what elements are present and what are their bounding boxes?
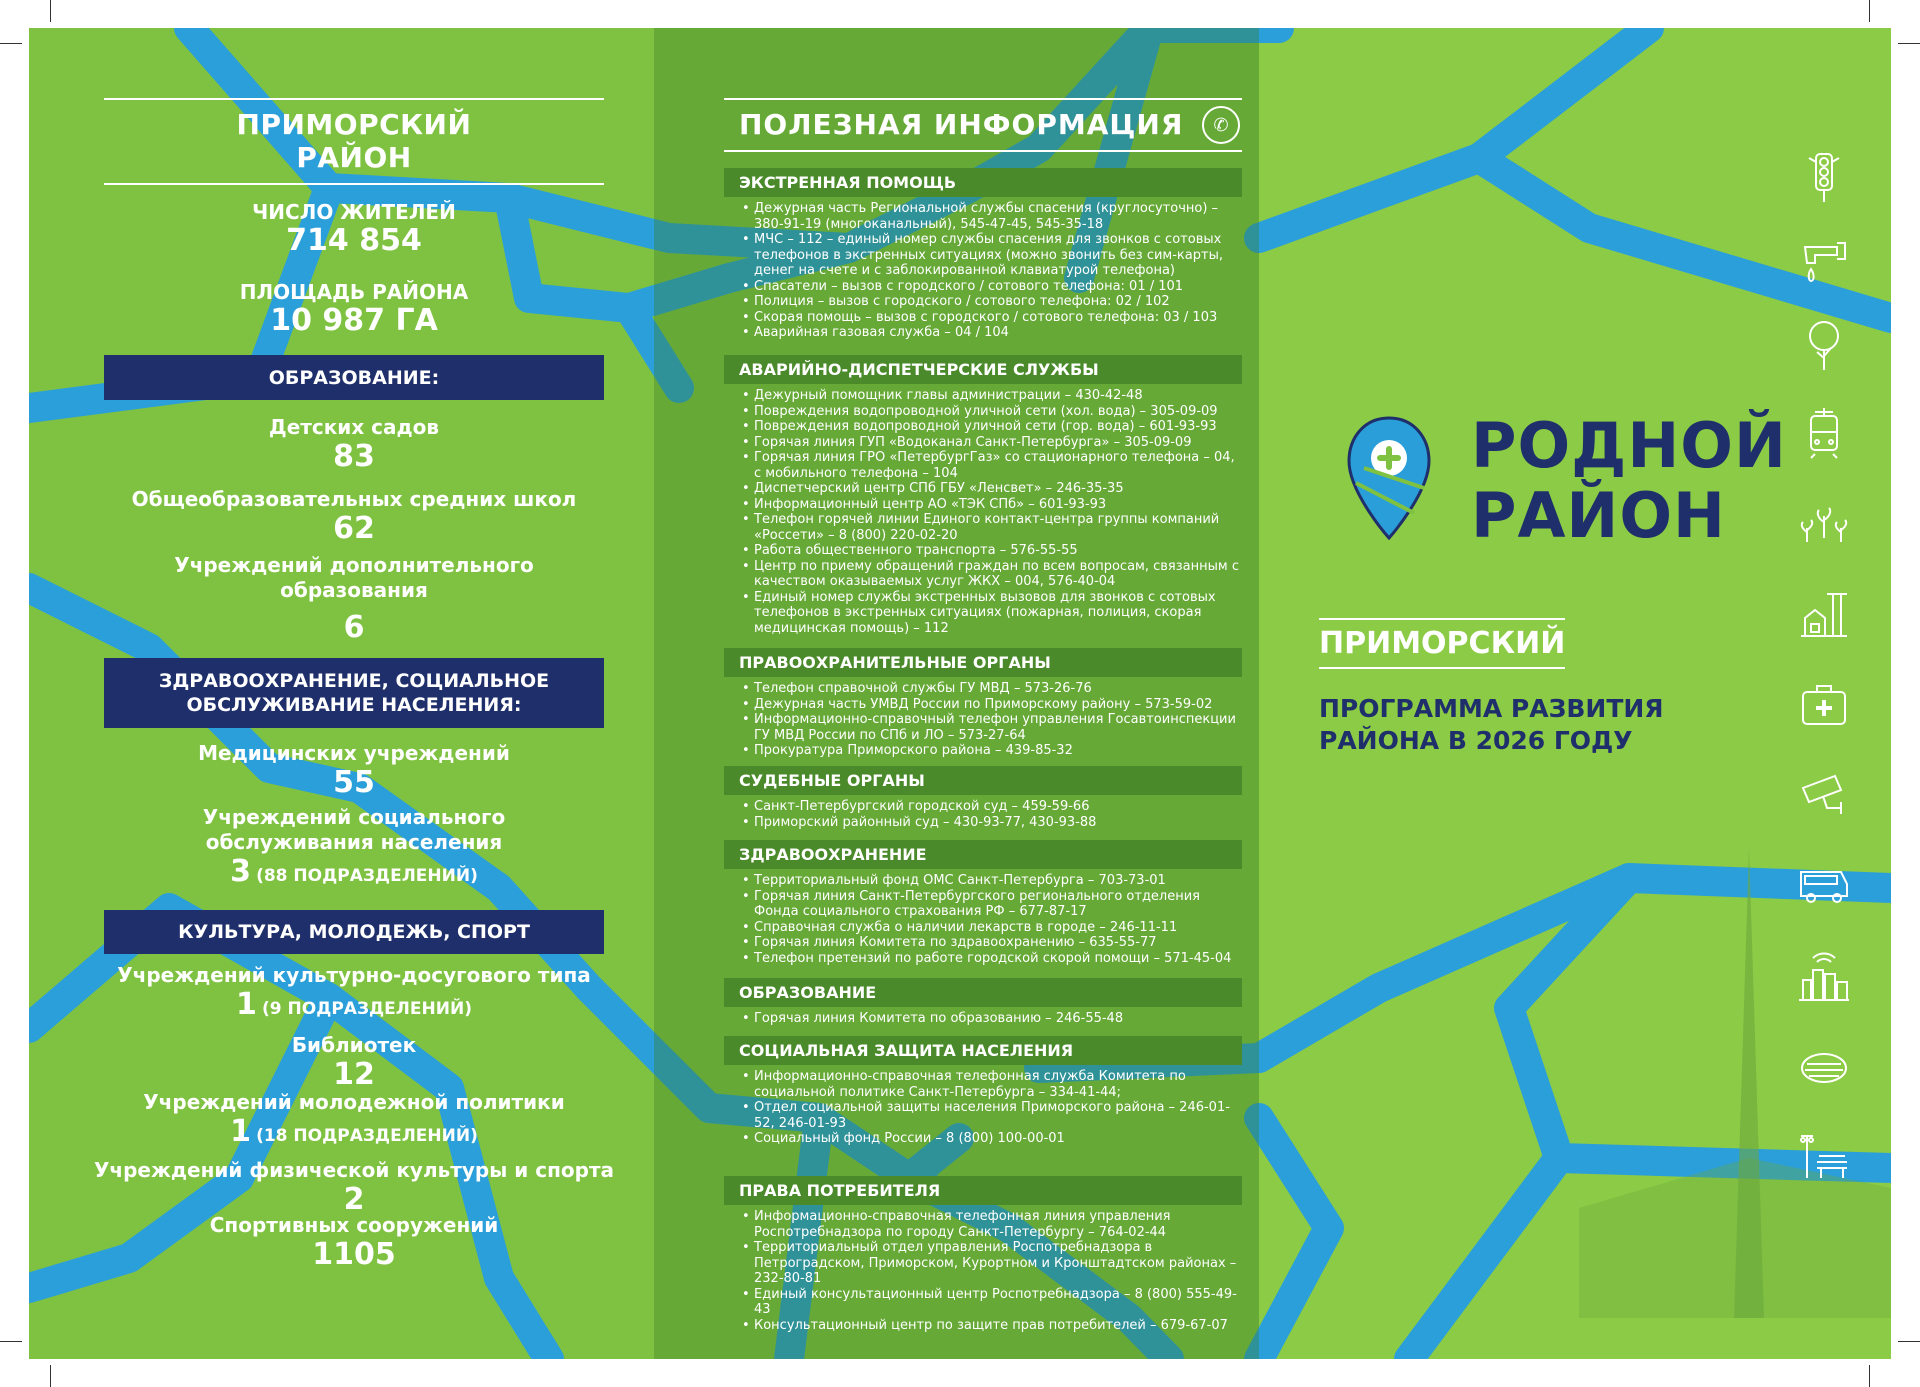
section-dispatch — [724, 355, 1242, 636]
useful-info-title: ПОЛЕЗНАЯ ИНФОРМАЦИЯ — [739, 108, 1184, 141]
list-item: • Консультационный центр по защите прав потребителей – 679-67-07 — [742, 1318, 1242, 1334]
sprouts-icon — [1797, 498, 1851, 552]
section-header: СУДЕБНЫЕ ОРГАНЫ — [724, 766, 1242, 795]
section-law-enforcement — [724, 648, 1242, 759]
libraries-stat: Библиотек 12 — [291, 1033, 417, 1092]
map-pin-logo-icon — [1344, 413, 1434, 543]
additional-education-stat: Учреждений дополнительного образования 6 — [174, 553, 534, 645]
list-item: • Единый номер службы экстренных вызовов для звонков с сотовых телефонов в экстренных ситуациях (пожарная, полиция, скорая медицинская помощь) – 112 — [742, 590, 1242, 637]
section-emergency — [724, 168, 1242, 341]
list-item: • Информационно-справочная телефонная линия управления Роспотребнадзора по городу Санкт-Петербургу – 764-02-44 — [742, 1209, 1242, 1240]
list-item: • Полиция – вызов с городского / сотового телефона: 02 / 102 — [742, 294, 1242, 310]
crop-mark — [1898, 43, 1920, 44]
list-item: • Приморский районный суд – 430-93-77, 430-93-88 — [742, 815, 1242, 831]
medical-stat: Медицинских учреждений 55 — [198, 741, 510, 800]
divider — [724, 150, 1242, 152]
section-healthcare — [724, 840, 1242, 966]
section-education — [724, 978, 1242, 1027]
list-item: • Повреждения водопроводной уличной сети (хол. вода) – 305-09-09 — [742, 404, 1242, 420]
list-item: • Дежурный помощник главы администрации – 430-42-48 — [742, 388, 1242, 404]
section-header: ПРАВООХРАНИТЕЛЬНЫЕ ОРГАНЫ — [724, 648, 1242, 677]
sport-stat: Учреждений физической культуры и спорта 2 — [93, 1158, 615, 1217]
section-courts — [724, 766, 1242, 830]
crop-mark — [50, 0, 51, 22]
crop-mark — [1869, 1365, 1870, 1387]
section-header: АВАРИЙНО-ДИСПЕТЧЕРСКИЕ СЛУЖБЫ — [724, 355, 1242, 384]
list-item: • Спасатели – вызов с городского / сотового телефона: 01 / 101 — [742, 279, 1242, 295]
tree-icon — [1797, 318, 1851, 372]
district-name: ПРИМОРСКИЙ — [1319, 618, 1565, 669]
section-header: ПРАВА ПОТРЕБИТЕЛЯ — [724, 1176, 1242, 1205]
list-item: • Горячая линия Комитета по здравоохранению – 635-55-77 — [742, 935, 1242, 951]
cover-panel — [1259, 28, 1891, 1359]
crop-mark — [1869, 0, 1870, 22]
crop-mark — [1898, 1341, 1920, 1342]
list-item: • Телефон горячей линии Единого контакт-центра группы компаний «Россети» – 8 (800) 220-02-20 — [742, 512, 1242, 543]
road-surface-icon — [1797, 1040, 1851, 1094]
education-header: ОБРАЗОВАНИЕ: — [104, 355, 604, 400]
useful-info-panel — [684, 28, 1284, 1359]
list-item: • Единый консультационный центр Роспотребнадзора – 8 (800) 555-49-43 — [742, 1287, 1242, 1318]
list-item: • Информационный центр АО «ТЭК СПб» – 601-93-93 — [742, 497, 1242, 513]
first-aid-kit-icon — [1797, 678, 1851, 732]
logo-line1: РОДНОЙ — [1471, 409, 1787, 482]
city-wifi-icon — [1797, 948, 1851, 1002]
list-item: • Справочная служба о наличии лекарств в городе – 246-11-11 — [742, 920, 1242, 936]
list-item: • Горячая линия ГРО «ПетербургГаз» со стационарного телефона – 04, с мобильного телефона – 104 — [742, 450, 1242, 481]
cultural-stat: Учреждений культурно-досугового типа 1 (9 ПОДРАЗДЕЛЕНИЙ) — [117, 963, 591, 1022]
logo-line2: РАЙОН — [1471, 479, 1726, 552]
water-tap-icon — [1797, 233, 1851, 287]
list-item: • Центр по приему обращений граждан по всем вопросам, связанным с качеством оказываемых услуг ЖКХ – 004, 576-40-04 — [742, 559, 1242, 590]
list-item: • Санкт-Петербургский городской суд – 459-59-66 — [742, 799, 1242, 815]
social-stat: Учреждений социального обслуживания населения 3 (88 ПОДРАЗДЕЛЕНИЙ) — [202, 805, 506, 889]
list-item: • Повреждения водопроводной уличной сети (гор. вода) – 601-93-93 — [742, 419, 1242, 435]
culture-header: КУЛЬТУРА, МОЛОДЕЖЬ, СПОРТ — [104, 910, 604, 954]
list-item: • Телефон претензий по работе городской скорой помощи – 571-45-04 — [742, 951, 1242, 967]
list-item: • Дежурная часть УМВД России по Приморскому району – 573-59-02 — [742, 697, 1242, 713]
left-panel — [29, 28, 654, 1359]
list-item: • Информационно-справочный телефон управления Госавтоинспекции ГУ МВД России по СПб и ЛО – 573-27-64 — [742, 712, 1242, 743]
crop-mark — [0, 43, 22, 44]
list-item: • Скорая помощь – вызов с городского / сотового телефона: 03 / 103 — [742, 310, 1242, 326]
section-header: ОБРАЗОВАНИЕ — [724, 978, 1242, 1007]
youth-stat: Учреждений молодежной политики 1 (18 ПОДРАЗДЕЛЕНИЙ) — [143, 1090, 565, 1149]
list-item: • Прокуратура Приморского района – 439-85-32 — [742, 743, 1242, 759]
street-bench-icon — [1797, 1128, 1851, 1182]
list-item: • Диспетчерский центр СПб ГБУ «Ленсвет» – 246-35-35 — [742, 481, 1242, 497]
list-item: • Территориальный отдел управления Роспотребнадзора в Петроградском, Приморском, Курортном и Кронштадтском районах – 232-80-81 — [742, 1240, 1242, 1287]
list-item: • Горячая линия ГУП «Водоканал Санкт-Петербурга» – 305-09-09 — [742, 435, 1242, 451]
bus-icon — [1797, 856, 1851, 910]
divider — [724, 98, 1242, 100]
traffic-light-icon — [1797, 150, 1851, 204]
facilities-stat: Спортивных сооружений 1105 — [209, 1213, 499, 1272]
brochure-sheet — [29, 28, 1891, 1359]
list-item: • Социальный фонд России – 8 (800) 100-00-01 — [742, 1131, 1242, 1147]
schools-stat: Общеобразовательных средних школ 62 — [131, 487, 577, 546]
list-item: • Дежурная часть Региональной службы спасения (круглосуточно) – 380-91-19 (многоканальный), 545-47-45, 545-35-18 — [742, 201, 1242, 232]
list-item: • Аварийная газовая служба – 04 / 104 — [742, 325, 1242, 341]
residents-stat: ЧИСЛО ЖИТЕЛЕЙ 714 854 — [252, 200, 456, 258]
list-item: • Телефон справочной службы ГУ МВД – 573-26-76 — [742, 681, 1242, 697]
list-item: • Горячая линия Санкт-Петербургского регионального отделения Фонда социального страхования РФ – 677-87-17 — [742, 889, 1242, 920]
cctv-camera-icon — [1797, 768, 1851, 822]
phone-icon: ✆ — [1202, 106, 1240, 144]
section-header: СОЦИАЛЬНАЯ ЗАЩИТА НАСЕЛЕНИЯ — [724, 1036, 1242, 1065]
list-item: • МЧС – 112 – единый номер службы спасения для звонков с сотовых телефонов в экстренных ситуациях (можно звонить без сим-карты, денег на счете и с заблокированной клавиатурой телефона) — [742, 232, 1242, 279]
list-item: • Работа общественного транспорта – 576-55-55 — [742, 543, 1242, 559]
section-header: ЗДРАВООХРАНЕНИЕ — [724, 840, 1242, 869]
area-stat: ПЛОЩАДЬ РАЙОНА 10 987 ГА — [239, 280, 469, 338]
construction-icon — [1797, 586, 1851, 640]
section-header: ЭКСТРЕННАЯ ПОМОЩЬ — [724, 168, 1242, 197]
crop-mark — [50, 1365, 51, 1387]
district-title: ПРИМОРСКИЙ РАЙОН — [236, 108, 472, 174]
section-consumer-rights — [724, 1176, 1242, 1333]
tram-icon — [1797, 406, 1851, 460]
kindergartens-stat: Детских садов 83 — [268, 415, 440, 474]
list-item: • Информационно-справочная телефонная служба Комитета по социальной политике Санкт-Петербурга – 334-41-44; — [742, 1069, 1242, 1100]
list-item: • Территориальный фонд ОМС Санкт-Петербурга – 703-73-01 — [742, 873, 1242, 889]
divider — [104, 98, 604, 100]
program-title: ПРОГРАММА РАЗВИТИЯ РАЙОНА В 2026 ГОДУ — [1319, 694, 1664, 755]
list-item: • Горячая линия Комитета по образованию – 246-55-48 — [742, 1011, 1242, 1027]
divider — [104, 183, 604, 185]
section-social-protection — [724, 1036, 1242, 1147]
health-header: ЗДРАВООХРАНЕНИЕ, СОЦИАЛЬНОЕ ОБСЛУЖИВАНИЕ НАСЕЛЕНИЯ: — [104, 658, 604, 728]
list-item: • Отдел социальной защиты населения Приморского района – 246-01-52, 246-01-93 — [742, 1100, 1242, 1131]
crop-mark — [0, 1341, 22, 1342]
